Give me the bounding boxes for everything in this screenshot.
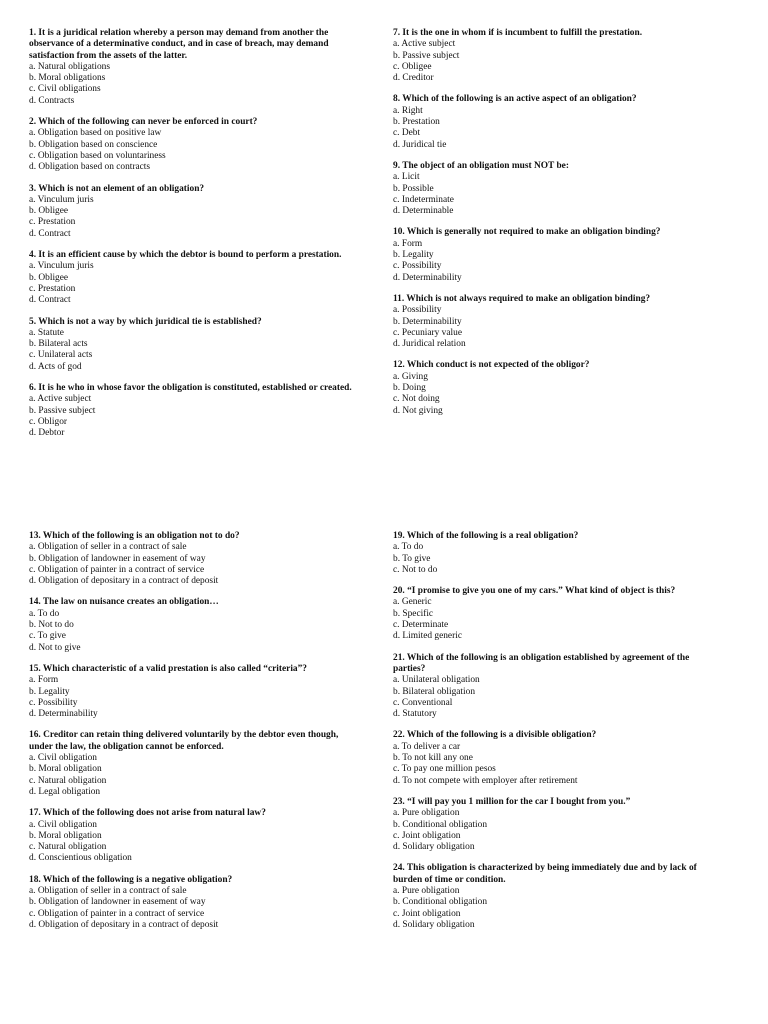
column-1	[29, 28, 359, 440]
answer-option: a. Natural obligations	[29, 61, 110, 72]
spacer	[29, 720, 359, 730]
answer-option: b. Not to do	[29, 620, 74, 631]
answer-option: d. Debtor	[29, 428, 65, 439]
spacer	[393, 787, 723, 797]
answer-option: b. Bilateral acts	[29, 339, 88, 350]
answer-option: c. Conventional	[393, 697, 453, 708]
answer-option: b. Legality	[29, 686, 70, 697]
question-block	[393, 653, 723, 721]
answer-option: d. Solidary obligation	[393, 842, 475, 853]
answer-option: b. Conditional obligation	[393, 819, 488, 830]
answer-option: b. Determinability	[393, 316, 462, 327]
answer-option: c. Joint obligation	[393, 908, 461, 919]
question-text: 19. Which of the following is a real obligation?	[393, 531, 579, 541]
question-text: 2. Which of the following can never be enforced in court?	[29, 117, 258, 128]
answer-option: c. Possibility	[29, 697, 78, 708]
question-block	[29, 28, 359, 107]
spacer	[393, 643, 723, 653]
question-block	[393, 294, 723, 350]
question-text: 16. Creditor can retain thing delivered voluntarily by the debtor even though, under the law, the obligation cannot be enforced.	[29, 730, 339, 752]
spacer	[393, 350, 723, 360]
answer-option: d. Creditor	[393, 73, 434, 84]
question-block	[29, 531, 359, 587]
answer-option: c. Unilateral acts	[29, 350, 93, 361]
spacer	[29, 865, 359, 875]
answer-option: c. Obligor	[29, 416, 68, 427]
column-3	[29, 531, 359, 931]
answer-option: c. To give	[29, 631, 66, 642]
answer-option: c. Joint obligation	[393, 830, 461, 841]
question-block	[393, 94, 723, 150]
answer-option: a. Active subject	[29, 394, 92, 405]
question-block	[29, 317, 359, 373]
answer-option: c. Obligee	[393, 61, 432, 72]
spacer	[393, 576, 723, 586]
answer-option: b. Moral obligations	[29, 73, 106, 84]
answer-option: c. Obligation of painter in a contract of service	[29, 908, 205, 919]
question-text: 13. Which of the following is an obligation not to do?	[29, 531, 240, 541]
answer-option: d. Obligation of depositary in a contract of deposit	[29, 576, 219, 587]
question-block	[29, 808, 359, 864]
answer-option: c. Natural obligation	[29, 842, 107, 853]
answer-option: c. Prestation	[29, 283, 76, 294]
question-text: 22. Which of the following is a divisible obligation?	[393, 730, 597, 741]
answer-option: b. Prestation	[393, 117, 440, 128]
question-block	[393, 531, 723, 576]
answer-option: a. Generic	[393, 597, 432, 608]
answer-option: a. Pure obligation	[393, 808, 460, 819]
answer-option: c. Not doing	[393, 394, 440, 405]
answer-option: a. Obligation of seller in a contract of sale	[29, 542, 187, 553]
answer-option: d. Statutory	[393, 709, 437, 720]
question-block	[393, 28, 723, 84]
spacer	[29, 654, 359, 664]
question-block	[29, 250, 359, 306]
answer-option: a. Statute	[29, 327, 64, 338]
answer-option: d. Not to give	[29, 642, 81, 653]
answer-option: a. Civil obligation	[29, 753, 97, 764]
question-text: 10. Which is generally not required to make an obligation binding?	[393, 227, 661, 238]
question-text: 23. “I will pay you 1 million for the car I bought from you.”	[393, 796, 631, 807]
question-text: 18. Which of the following is a negative obligation?	[29, 874, 233, 885]
question-text: 3. Which is not an element of an obligation?	[29, 183, 205, 194]
answer-option: c. Not to do	[393, 564, 438, 575]
question-text: 9. The object of an obligation must NOT be:	[393, 160, 569, 171]
answer-option: d. Juridical tie	[393, 139, 447, 150]
answer-option: d. Juridical relation	[393, 339, 466, 350]
answer-option: c. Obligation of painter in a contract of service	[29, 564, 205, 575]
answer-option: d. Determinability	[393, 272, 462, 283]
answer-option: a. Unilateral obligation	[393, 675, 480, 686]
answer-option: b. Obligee	[29, 206, 69, 217]
question-text: 4. It is an efficient cause by which the debtor is bound to perform a prestation.	[29, 250, 342, 261]
answer-option: d. Contract	[29, 228, 71, 239]
answer-option: d. Contracts	[29, 95, 75, 106]
answer-option: d. Acts of god	[29, 361, 82, 372]
answer-option: a. Civil obligation	[29, 819, 97, 830]
spacer	[393, 720, 723, 730]
answer-option: b. Legality	[393, 250, 434, 261]
question-block	[393, 730, 723, 786]
question-text: 6. It is he who in whose favor the obligation is constituted, established or created.	[29, 383, 352, 394]
answer-option: b. Moral obligation	[29, 830, 102, 841]
question-text: 17. Which of the following does not arise from natural law?	[29, 808, 266, 819]
question-block	[393, 161, 723, 217]
answer-option: d. Obligation of depositary in a contract of deposit	[29, 919, 219, 930]
answer-option: c. Determinate	[393, 620, 449, 631]
answer-option: a. Right	[393, 105, 423, 116]
answer-option: d. Determinable	[393, 206, 454, 217]
answer-option: a. Pure obligation	[393, 886, 460, 897]
spacer	[29, 240, 359, 250]
answer-option: c. Obligation based on voluntariness	[29, 150, 166, 161]
spacer	[29, 307, 359, 317]
question-text: 12. Which conduct is not expected of the obligor?	[393, 360, 590, 371]
answer-option: d. Conscientious obligation	[29, 853, 132, 864]
spacer	[29, 373, 359, 383]
question-text: 5. Which is not a way by which juridical tie is established?	[29, 316, 262, 327]
question-text: 20. “I promise to give you one of my cars.” What kind of object is this?	[393, 586, 676, 597]
answer-option: c. Indeterminate	[393, 194, 454, 205]
column-2	[393, 28, 723, 417]
question-text: 24. This obligation is characterized by being immediately due and by lack of burden of time or condition.	[393, 863, 697, 885]
answer-option: a. Form	[393, 238, 423, 249]
question-text: 15. Which characteristic of a valid prestation is also called “criteria”?	[29, 663, 307, 674]
answer-option: d. Legal obligation	[29, 786, 101, 797]
answer-option: b. Bilateral obligation	[393, 686, 476, 697]
question-block	[393, 360, 723, 416]
spacer	[29, 587, 359, 597]
question-block	[29, 875, 359, 931]
question-block	[29, 664, 359, 720]
spacer	[29, 107, 359, 117]
question-text: 7. It is the one in whom if is incumbent to fulfill the prestation.	[393, 28, 643, 38]
answer-option: a. Active subject	[393, 39, 456, 50]
answer-option: a. Giving	[393, 371, 428, 382]
answer-option: c. Natural obligation	[29, 775, 107, 786]
column-4	[393, 531, 723, 931]
answer-option: d. Obligation based on contracts	[29, 162, 151, 173]
answer-option: b. Passive subject	[29, 405, 96, 416]
answer-option: b. Moral obligation	[29, 764, 102, 775]
answer-option: c. Civil obligations	[29, 84, 101, 95]
spacer	[29, 798, 359, 808]
answer-option: b. Conditional obligation	[393, 897, 488, 908]
question-text: 1. It is a juridical relation whereby a person may demand from another the observance of a determinative conduct, and in case of breach, may demand satisfaction from the assets of the latter.	[29, 28, 329, 61]
answer-option: c. Possibility	[393, 261, 442, 272]
question-block	[393, 797, 723, 853]
answer-option: d. To not compete with employer after retirement	[393, 775, 578, 786]
question-text: 11. Which is not always required to make an obligation binding?	[393, 293, 651, 304]
answer-option: d. Solidary obligation	[393, 919, 475, 930]
answer-option: d. Determinability	[29, 709, 98, 720]
question-block	[29, 383, 359, 439]
answer-option: c. To pay one million pesos	[393, 764, 496, 775]
question-text: 21. Which of the following is an obligation established by agreement of the parties?	[393, 652, 690, 674]
spacer	[393, 284, 723, 294]
spacer	[29, 174, 359, 184]
answer-option: d. Limited generic	[393, 631, 462, 642]
answer-option: d. Contract	[29, 295, 71, 306]
answer-option: d. Not giving	[393, 405, 443, 416]
answer-option: b. Obligation of landowner in easement of way	[29, 897, 206, 908]
answer-option: a. Possibility	[393, 305, 442, 316]
answer-option: b. Obligee	[29, 272, 69, 283]
answer-option: c. Debt	[393, 128, 421, 139]
answer-option: a. To do	[393, 542, 424, 553]
answer-option: b. Doing	[393, 383, 426, 394]
question-block	[29, 597, 359, 653]
answer-option: b. Passive subject	[393, 50, 460, 61]
answer-option: a. Obligation based on positive law	[29, 128, 162, 139]
answer-option: b. To not kill any one	[393, 753, 473, 764]
answer-option: c. Prestation	[29, 217, 76, 228]
question-text: 14. The law on nuisance creates an obligation…	[29, 597, 219, 608]
question-block	[393, 863, 723, 931]
question-text: 8. Which of the following is an active aspect of an obligation?	[393, 94, 637, 105]
spacer	[393, 151, 723, 161]
question-block	[29, 184, 359, 240]
answer-option: a. Form	[29, 675, 59, 686]
spacer	[393, 217, 723, 227]
answer-option: a. Vinculum juris	[29, 261, 94, 272]
question-block	[29, 730, 359, 798]
question-block	[393, 227, 723, 283]
answer-option: a. Licit	[393, 172, 420, 183]
answer-option: a. To deliver a car	[393, 741, 461, 752]
answer-option: b. Possible	[393, 183, 434, 194]
spacer	[393, 84, 723, 94]
spacer	[393, 853, 723, 863]
answer-option: b. Specific	[393, 608, 434, 619]
answer-option: b. Obligation of landowner in easement of way	[29, 553, 206, 564]
answer-option: a. Vinculum juris	[29, 194, 94, 205]
answer-option: a. To do	[29, 608, 60, 619]
answer-option: c. Pecuniary value	[393, 327, 462, 338]
question-block	[29, 117, 359, 173]
answer-option: a. Obligation of seller in a contract of sale	[29, 886, 187, 897]
question-block	[393, 586, 723, 642]
answer-option: b. To give	[393, 553, 431, 564]
answer-option: b. Obligation based on conscience	[29, 139, 158, 150]
